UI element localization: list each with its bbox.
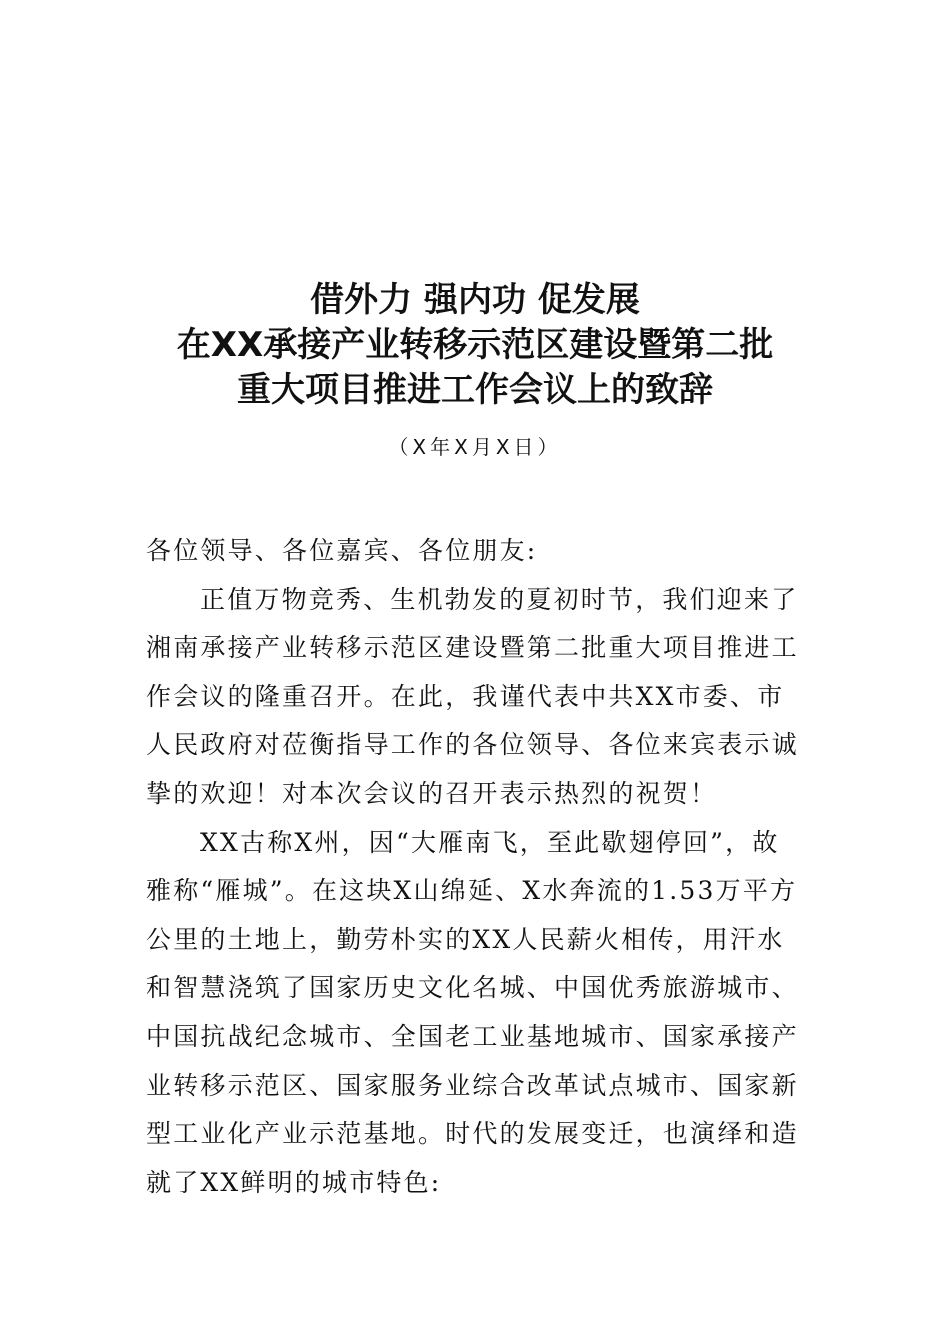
title-line-1: 借外力 强内功 促发展 [310,280,640,320]
salutation: 各位领导、各位嘉宾、各位朋友: [146,536,538,565]
title-line-3: 重大项目推进工作会议上的致辞 [237,370,713,410]
title-line-2: 在XX承接产业转移示范区建设暨第二批 [176,325,774,365]
speech-title [0,278,950,413]
paragraph-2: XX古称X州，因“大雁南飞，至此歇翅停回”，故雅称“雁城”。在这块X山绵延、X水奔流的1.53万平方公里的土地上，勤劳朴实的XX人民薪火相传，用汗水和智慧浇筑了国家历史文化名城、中国优秀旅游城市、中国抗战纪念城市、全国老工业基地城市、国家承接产业转移示范区、国家服务业综合改革试点城市、国家新型工业化产业示范基地。时代的发展变迁，也演绎和造就了XX鲜明的城市特色: [146,827,799,1197]
paragraph-1: 正值万物竞秀、生机勃发的夏初时节，我们迎来了湘南承接产业转移示范区建设暨第二批重大项目推进工作会议的隆重召开。在此，我谨代表中共XX市委、市人民政府对莅衡指导工作的各位领导、各位来宾表示诚挚的欢迎！对本次会议的召开表示热烈的祝贺！ [146,584,799,808]
speech-date: （X年X月X日） [388,435,562,459]
speech-body [146,527,806,1207]
